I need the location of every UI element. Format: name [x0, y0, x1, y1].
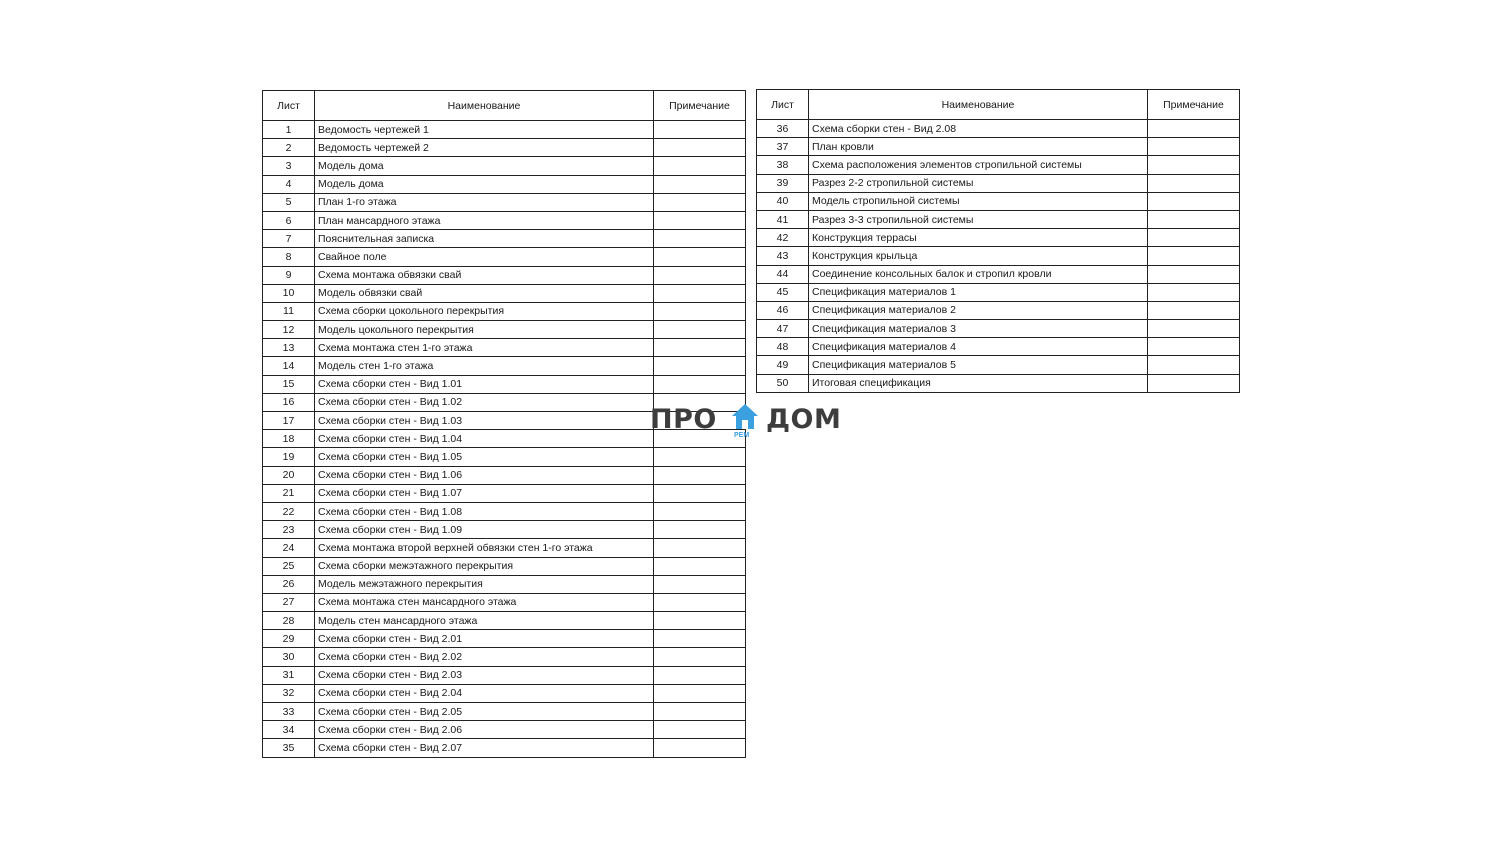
sheet-name-cell: Соединение консольных балок и стропил кровли: [809, 265, 1148, 283]
sheet-note-cell: [1148, 374, 1240, 392]
sheet-number-cell: 43: [757, 247, 809, 265]
sheet-name-cell: Схема сборки межэтажного перекрытия: [315, 557, 654, 575]
sheet-number-cell: 18: [263, 430, 315, 448]
sheet-number-cell: 1: [263, 121, 315, 139]
table-row: [263, 666, 746, 684]
sheet-number-cell: 33: [263, 703, 315, 721]
sheet-number-cell: 48: [757, 338, 809, 356]
sheet-name-cell: Схема сборки стен - Вид 2.06: [315, 721, 654, 739]
sheet-number-cell: 36: [757, 120, 809, 138]
table-row: [263, 321, 746, 339]
sheet-number-cell: 15: [263, 375, 315, 393]
sheet-name-cell: Модель стен мансардного этажа: [315, 612, 654, 630]
table-row: [757, 210, 1240, 228]
sheet-number-cell: 29: [263, 630, 315, 648]
sheet-number-cell: 45: [757, 283, 809, 301]
table-row: [757, 338, 1240, 356]
table-header-row: [263, 91, 746, 121]
sheet-note-cell: [654, 321, 746, 339]
sheet-name-cell: Схема сборки стен - Вид 1.04: [315, 430, 654, 448]
sheet-note-cell: [1148, 247, 1240, 265]
sheet-number-cell: 23: [263, 521, 315, 539]
table-row: [263, 121, 746, 139]
sheet-number-cell: 3: [263, 157, 315, 175]
sheet-note-cell: [654, 448, 746, 466]
table-row: [757, 247, 1240, 265]
table-row: [263, 211, 746, 229]
sheet-number-cell: 30: [263, 648, 315, 666]
table-row: [263, 502, 746, 520]
sheet-note-cell: [654, 302, 746, 320]
sheet-number-cell: 12: [263, 321, 315, 339]
sheet-note-cell: [654, 266, 746, 284]
sheet-note-cell: [1148, 320, 1240, 338]
table-row: [263, 157, 746, 175]
sheet-name-cell: Схема сборки стен - Вид 2.07: [315, 739, 654, 757]
sheet-note-cell: [654, 721, 746, 739]
sheet-note-cell: [654, 357, 746, 375]
sheet-number-cell: 27: [263, 593, 315, 611]
sheet-note-cell: [1148, 174, 1240, 192]
table-row: [757, 356, 1240, 374]
sheet-note-cell: [654, 466, 746, 484]
sheet-name-cell: Конструкция террасы: [809, 229, 1148, 247]
sheet-name-cell: Спецификация материалов 5: [809, 356, 1148, 374]
sheet-note-cell: [654, 575, 746, 593]
sheet-name-cell: Итоговая спецификация: [809, 374, 1148, 392]
table-row: [757, 156, 1240, 174]
sheet-number-cell: 4: [263, 175, 315, 193]
sheet-name-cell: Разрез 3-3 стропильной системы: [809, 210, 1148, 228]
sheet-name-cell: Модель обвязки свай: [315, 284, 654, 302]
table-row: [263, 684, 746, 702]
sheet-number-cell: 9: [263, 266, 315, 284]
sheet-note-cell: [654, 612, 746, 630]
sheet-note-cell: [1148, 283, 1240, 301]
sheet-note-cell: [1148, 356, 1240, 374]
sheet-name-cell: Схема сборки стен - Вид 2.08: [809, 120, 1148, 138]
sheet-number-cell: 19: [263, 448, 315, 466]
header-note: Примечание: [1148, 90, 1240, 120]
sheet-name-cell: Схема монтажа стен 1-го этажа: [315, 339, 654, 357]
sheet-number-cell: 17: [263, 412, 315, 430]
table-row: [263, 521, 746, 539]
drawings-table-right: [756, 89, 1240, 393]
sheet-name-cell: Спецификация материалов 2: [809, 301, 1148, 319]
sheet-note-cell: [654, 539, 746, 557]
sheet-name-cell: Схема расположения элементов стропильной системы: [809, 156, 1148, 174]
sheet-note-cell: [1148, 301, 1240, 319]
table-row: [263, 448, 746, 466]
table-row: [263, 721, 746, 739]
sheet-number-cell: 40: [757, 192, 809, 210]
header-sheet: Лист: [757, 90, 809, 120]
sheet-name-cell: Спецификация материалов 3: [809, 320, 1148, 338]
table-row: [263, 302, 746, 320]
sheet-name-cell: План мансардного этажа: [315, 211, 654, 229]
table-row: [757, 229, 1240, 247]
table-header-row: [757, 90, 1240, 120]
sheet-note-cell: [654, 121, 746, 139]
table-row: [263, 357, 746, 375]
sheet-number-cell: 39: [757, 174, 809, 192]
table-row: [757, 138, 1240, 156]
sheet-note-cell: [654, 139, 746, 157]
sheet-number-cell: 26: [263, 575, 315, 593]
sheet-number-cell: 50: [757, 374, 809, 392]
sheet-name-cell: Пояснительная записка: [315, 230, 654, 248]
table-row: [263, 139, 746, 157]
sheet-name-cell: Спецификация материалов 4: [809, 338, 1148, 356]
sheet-note-cell: [654, 593, 746, 611]
sheet-note-cell: [1148, 192, 1240, 210]
sheet-number-cell: 35: [263, 739, 315, 757]
table-row: [263, 248, 746, 266]
sheet-number-cell: 13: [263, 339, 315, 357]
sheet-note-cell: [654, 502, 746, 520]
sheet-name-cell: Модель дома: [315, 175, 654, 193]
sheet-note-cell: [654, 521, 746, 539]
table-row: [263, 703, 746, 721]
sheet-number-cell: 41: [757, 210, 809, 228]
sheet-name-cell: Схема сборки стен - Вид 1.06: [315, 466, 654, 484]
logo-subtitle: РЕМ: [734, 432, 750, 439]
table-row: [263, 466, 746, 484]
table-row: [757, 265, 1240, 283]
watermark-logo: [650, 402, 850, 442]
sheet-name-cell: План кровли: [809, 138, 1148, 156]
sheet-name-cell: Модель стен 1-го этажа: [315, 357, 654, 375]
sheet-name-cell: Схема сборки стен - Вид 1.07: [315, 484, 654, 502]
sheet-number-cell: 2: [263, 139, 315, 157]
table-row: [757, 192, 1240, 210]
sheet-name-cell: Модель межэтажного перекрытия: [315, 575, 654, 593]
sheet-note-cell: [654, 648, 746, 666]
sheet-number-cell: 7: [263, 230, 315, 248]
sheet-number-cell: 44: [757, 265, 809, 283]
sheet-number-cell: 28: [263, 612, 315, 630]
sheet-name-cell: Разрез 2-2 стропильной системы: [809, 174, 1148, 192]
sheet-number-cell: 10: [263, 284, 315, 302]
table-row: [263, 375, 746, 393]
sheet-name-cell: Схема сборки стен - Вид 2.03: [315, 666, 654, 684]
table-row: [263, 593, 746, 611]
sheet-number-cell: 14: [263, 357, 315, 375]
sheet-name-cell: Схема монтажа обвязки свай: [315, 266, 654, 284]
sheet-name-cell: Схема сборки стен - Вид 1.03: [315, 412, 654, 430]
sheet-number-cell: 11: [263, 302, 315, 320]
sheet-note-cell: [654, 739, 746, 757]
sheet-note-cell: [1148, 156, 1240, 174]
sheet-note-cell: [654, 666, 746, 684]
sheet-number-cell: 6: [263, 211, 315, 229]
sheet-name-cell: Ведомость чертежей 1: [315, 121, 654, 139]
table-row: [757, 374, 1240, 392]
sheet-note-cell: [654, 230, 746, 248]
sheet-name-cell: Схема сборки стен - Вид 1.02: [315, 393, 654, 411]
sheet-name-cell: Схема сборки стен - Вид 2.02: [315, 648, 654, 666]
table-row: [263, 339, 746, 357]
sheet-name-cell: Схема сборки стен - Вид 1.05: [315, 448, 654, 466]
sheet-number-cell: 34: [263, 721, 315, 739]
sheet-note-cell: [1148, 265, 1240, 283]
sheet-note-cell: [1148, 138, 1240, 156]
sheet-number-cell: 46: [757, 301, 809, 319]
header-name: Наименование: [315, 91, 654, 121]
sheet-note-cell: [654, 284, 746, 302]
table-row: [263, 266, 746, 284]
sheet-name-cell: Схема сборки стен - Вид 2.04: [315, 684, 654, 702]
table-row: [263, 612, 746, 630]
logo-word-dom: ДОМ: [766, 404, 842, 435]
sheet-note-cell: [654, 375, 746, 393]
sheet-name-cell: Конструкция крыльца: [809, 247, 1148, 265]
sheet-number-cell: 5: [263, 193, 315, 211]
sheet-note-cell: [654, 211, 746, 229]
header-sheet: Лист: [263, 91, 315, 121]
sheet-name-cell: План 1-го этажа: [315, 193, 654, 211]
sheet-note-cell: [654, 339, 746, 357]
table-row: [263, 630, 746, 648]
sheet-note-cell: [654, 703, 746, 721]
sheet-name-cell: Схема монтажа второй верхней обвязки стен 1-го этажа: [315, 539, 654, 557]
sheet-note-cell: [1148, 229, 1240, 247]
sheet-name-cell: Модель цокольного перекрытия: [315, 321, 654, 339]
sheet-name-cell: Ведомость чертежей 2: [315, 139, 654, 157]
table-row: [263, 575, 746, 593]
sheet-note-cell: [654, 193, 746, 211]
sheet-name-cell: Схема сборки цокольного перекрытия: [315, 302, 654, 320]
sheet-note-cell: [654, 630, 746, 648]
sheet-number-cell: 49: [757, 356, 809, 374]
sheet-name-cell: Схема сборки стен - Вид 2.01: [315, 630, 654, 648]
sheet-note-cell: [654, 684, 746, 702]
sheet-name-cell: Схема сборки стен - Вид 2.05: [315, 703, 654, 721]
table-row: [263, 230, 746, 248]
sheet-number-cell: 20: [263, 466, 315, 484]
sheet-number-cell: 37: [757, 138, 809, 156]
table-row: [757, 120, 1240, 138]
sheet-note-cell: [1148, 210, 1240, 228]
sheet-note-cell: [654, 175, 746, 193]
logo-word-pro: ПРО: [650, 404, 717, 435]
table-row: [263, 284, 746, 302]
sheet-number-cell: 42: [757, 229, 809, 247]
sheet-name-cell: Свайное поле: [315, 248, 654, 266]
sheet-number-cell: 16: [263, 393, 315, 411]
table-row: [757, 301, 1240, 319]
sheet-number-cell: 32: [263, 684, 315, 702]
header-note: Примечание: [654, 91, 746, 121]
table-row: [757, 174, 1240, 192]
sheet-number-cell: 24: [263, 539, 315, 557]
table-row: [263, 739, 746, 757]
sheet-number-cell: 21: [263, 484, 315, 502]
table-row: [263, 193, 746, 211]
sheet-number-cell: 25: [263, 557, 315, 575]
sheet-name-cell: Схема сборки стен - Вид 1.08: [315, 502, 654, 520]
sheet-number-cell: 8: [263, 248, 315, 266]
sheet-note-cell: [654, 557, 746, 575]
sheet-note-cell: [654, 157, 746, 175]
sheet-name-cell: Спецификация материалов 1: [809, 283, 1148, 301]
table-row: [263, 557, 746, 575]
table-row: [263, 539, 746, 557]
sheet-name-cell: Модель дома: [315, 157, 654, 175]
sheet-note-cell: [1148, 120, 1240, 138]
sheet-number-cell: 22: [263, 502, 315, 520]
sheet-note-cell: [654, 484, 746, 502]
sheet-name-cell: Модель стропильной системы: [809, 192, 1148, 210]
sheet-number-cell: 38: [757, 156, 809, 174]
table-row: [263, 648, 746, 666]
header-name: Наименование: [809, 90, 1148, 120]
sheet-note-cell: [654, 248, 746, 266]
sheet-name-cell: Схема сборки стен - Вид 1.09: [315, 521, 654, 539]
table-row: [263, 484, 746, 502]
sheet-name-cell: Схема монтажа стен мансардного этажа: [315, 593, 654, 611]
table-row: [757, 320, 1240, 338]
sheet-number-cell: 31: [263, 666, 315, 684]
house-icon: [730, 402, 760, 432]
table-row: [263, 175, 746, 193]
table-row: [757, 283, 1240, 301]
sheet-note-cell: [1148, 338, 1240, 356]
sheet-name-cell: Схема сборки стен - Вид 1.01: [315, 375, 654, 393]
sheet-number-cell: 47: [757, 320, 809, 338]
